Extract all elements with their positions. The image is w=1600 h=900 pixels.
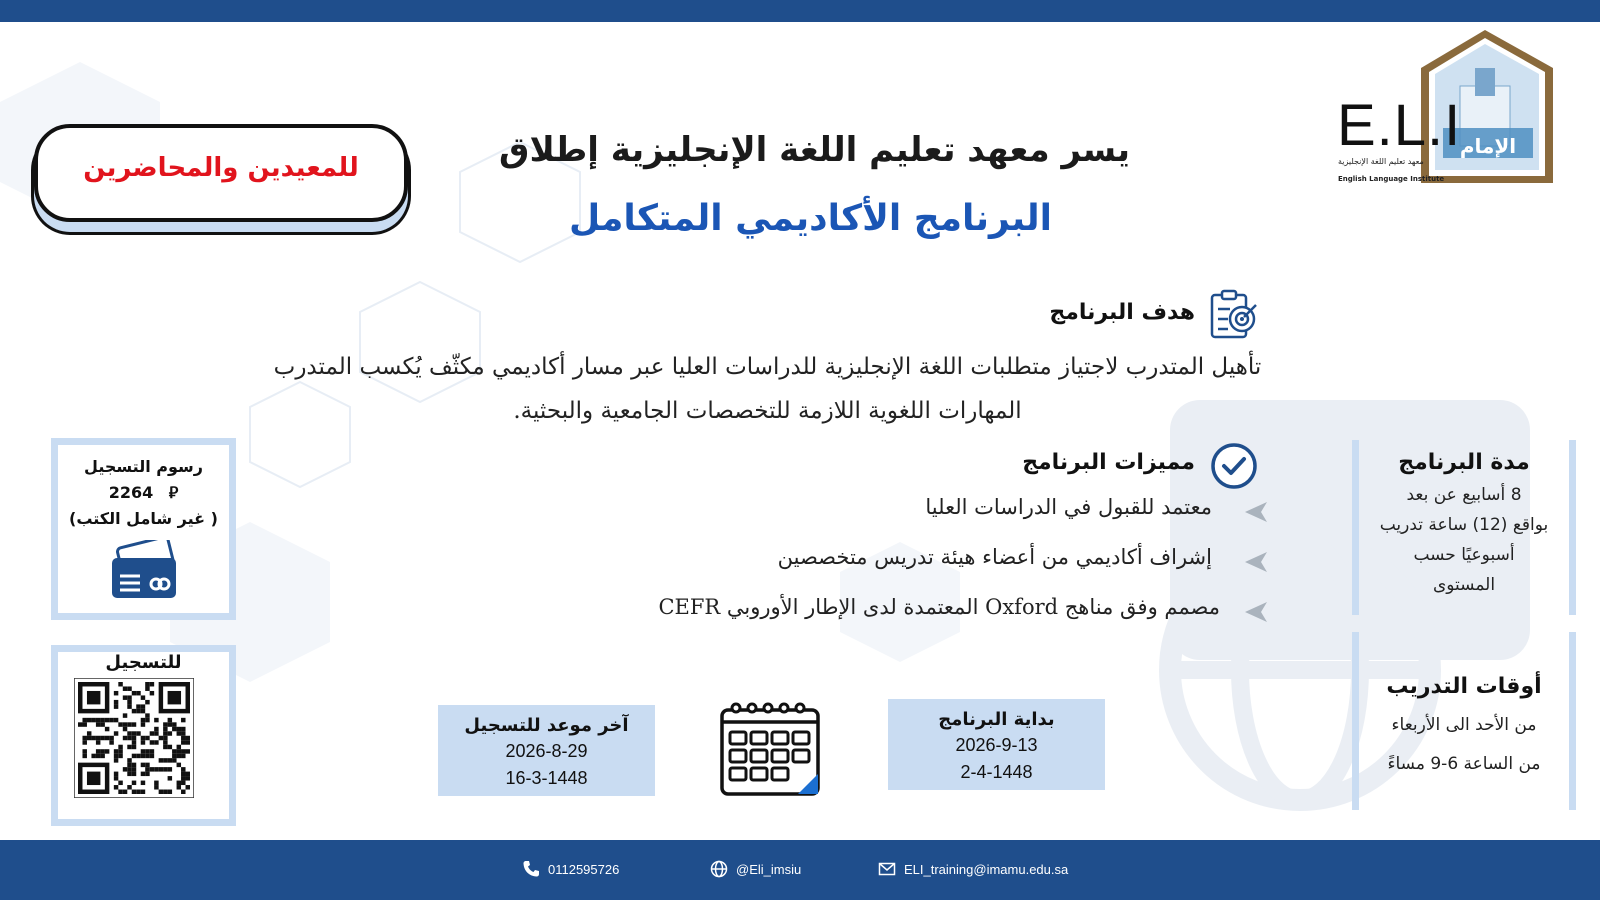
start-hijri: 2-4-1448: [960, 762, 1033, 782]
program-title: البرنامج الأكاديمي المتكامل: [569, 198, 1052, 239]
fees-title: رسوم التسجيل: [84, 457, 203, 476]
deadline-hijri: 16-3-1448: [505, 768, 588, 788]
phone-number: 0112595726: [548, 861, 620, 877]
arrow-bullet-icon: [1243, 500, 1269, 524]
fees-amount: 2264: [108, 483, 154, 502]
audience-badge: [34, 124, 408, 222]
duration-line: 8 أسابيع عن بعد: [1406, 485, 1522, 505]
top-bar: [0, 0, 1600, 22]
social-handle: @Eli_imsiu: [736, 861, 802, 877]
announcement-heading: يسر معهد تعليم اللغة الإنجليزية إطلاق: [499, 130, 1130, 170]
footer-bar: [0, 840, 1600, 900]
email-address: ELI_training@imamu.edu.sa: [904, 861, 1069, 877]
start-gregorian: 2026-9-13: [955, 735, 1038, 755]
duration-box: [1352, 440, 1576, 615]
check-circle-icon: [1210, 442, 1258, 490]
arrow-bullet-icon: [1243, 600, 1269, 624]
email-contact[interactable]: [878, 860, 1068, 878]
goal-description: تأهيل المتدرب لاجتياز متطلبات اللغة الإنجليزية للدراسات العليا عبر مسار أكاديمي مكثّف يُكسب المتدرب المهارات اللغوية اللازمة للتخصصات الجامعية والبحثية.: [273, 354, 1262, 424]
training-times-title: أوقات التدريب: [1386, 674, 1542, 699]
clipboard-target-icon: [1208, 289, 1260, 341]
phone-icon: [522, 860, 540, 878]
deadline-gregorian: 2026-8-29: [505, 741, 588, 761]
globe-icon: [710, 860, 728, 878]
feature-item: مصمم وفق مناهج Oxford المعتمدة لدى الإطار الأوروبي CEFR: [658, 595, 1220, 619]
registration-title: للتسجيل: [105, 652, 182, 673]
mail-icon: [878, 860, 896, 878]
registration-box: [51, 645, 236, 826]
feature-item: إشراف أكاديمي من أعضاء هيئة تدريس متخصصين: [777, 545, 1212, 569]
phone-contact[interactable]: [522, 860, 619, 878]
social-contact[interactable]: [710, 860, 801, 878]
logo-eli-mark: E.L.I: [1337, 93, 1462, 158]
calendar-icon: [718, 700, 824, 800]
duration-line: المستوى: [1432, 575, 1496, 595]
training-times-box: [1352, 632, 1576, 810]
audience-badge-label: للمعيدين والمحاضرين: [83, 153, 359, 183]
credit-card-icon: [110, 540, 178, 600]
duration-line: بواقع (12) ساعة تدريب: [1379, 515, 1549, 535]
program-start-box: [888, 699, 1105, 790]
logo-arabic-name: معهد تعليم اللغة الإنجليزية: [1338, 157, 1424, 166]
logo-emblem-text: الإمام: [1459, 134, 1517, 158]
qr-code-icon[interactable]: [74, 678, 194, 798]
registration-deadline-box: [438, 705, 655, 796]
training-times-line: من الأحد الى الأربعاء: [1391, 715, 1537, 735]
fees-box: [51, 438, 236, 620]
logo-english-name: English Language Institute: [1338, 175, 1445, 183]
riyal-symbol: ⃁: [168, 483, 179, 502]
duration-line: أسبوعيًا حسب: [1413, 545, 1515, 565]
fees-note: ( غير شامل الكتب): [69, 509, 218, 528]
arrow-bullet-icon: [1243, 550, 1269, 574]
deadline-title: آخر موعد للتسجيل: [464, 715, 629, 736]
goal-title: هدف البرنامج: [1049, 300, 1195, 325]
feature-item: معتمد للقبول في الدراسات العليا: [925, 495, 1212, 519]
duration-title: مدة البرنامج: [1398, 450, 1530, 475]
features-title: مميزات البرنامج: [1022, 450, 1195, 475]
training-times-line: من الساعة 6-9 مساءً: [1387, 754, 1541, 774]
start-title: بداية البرنامج: [938, 709, 1055, 730]
fees-amount-row: [58, 483, 229, 503]
